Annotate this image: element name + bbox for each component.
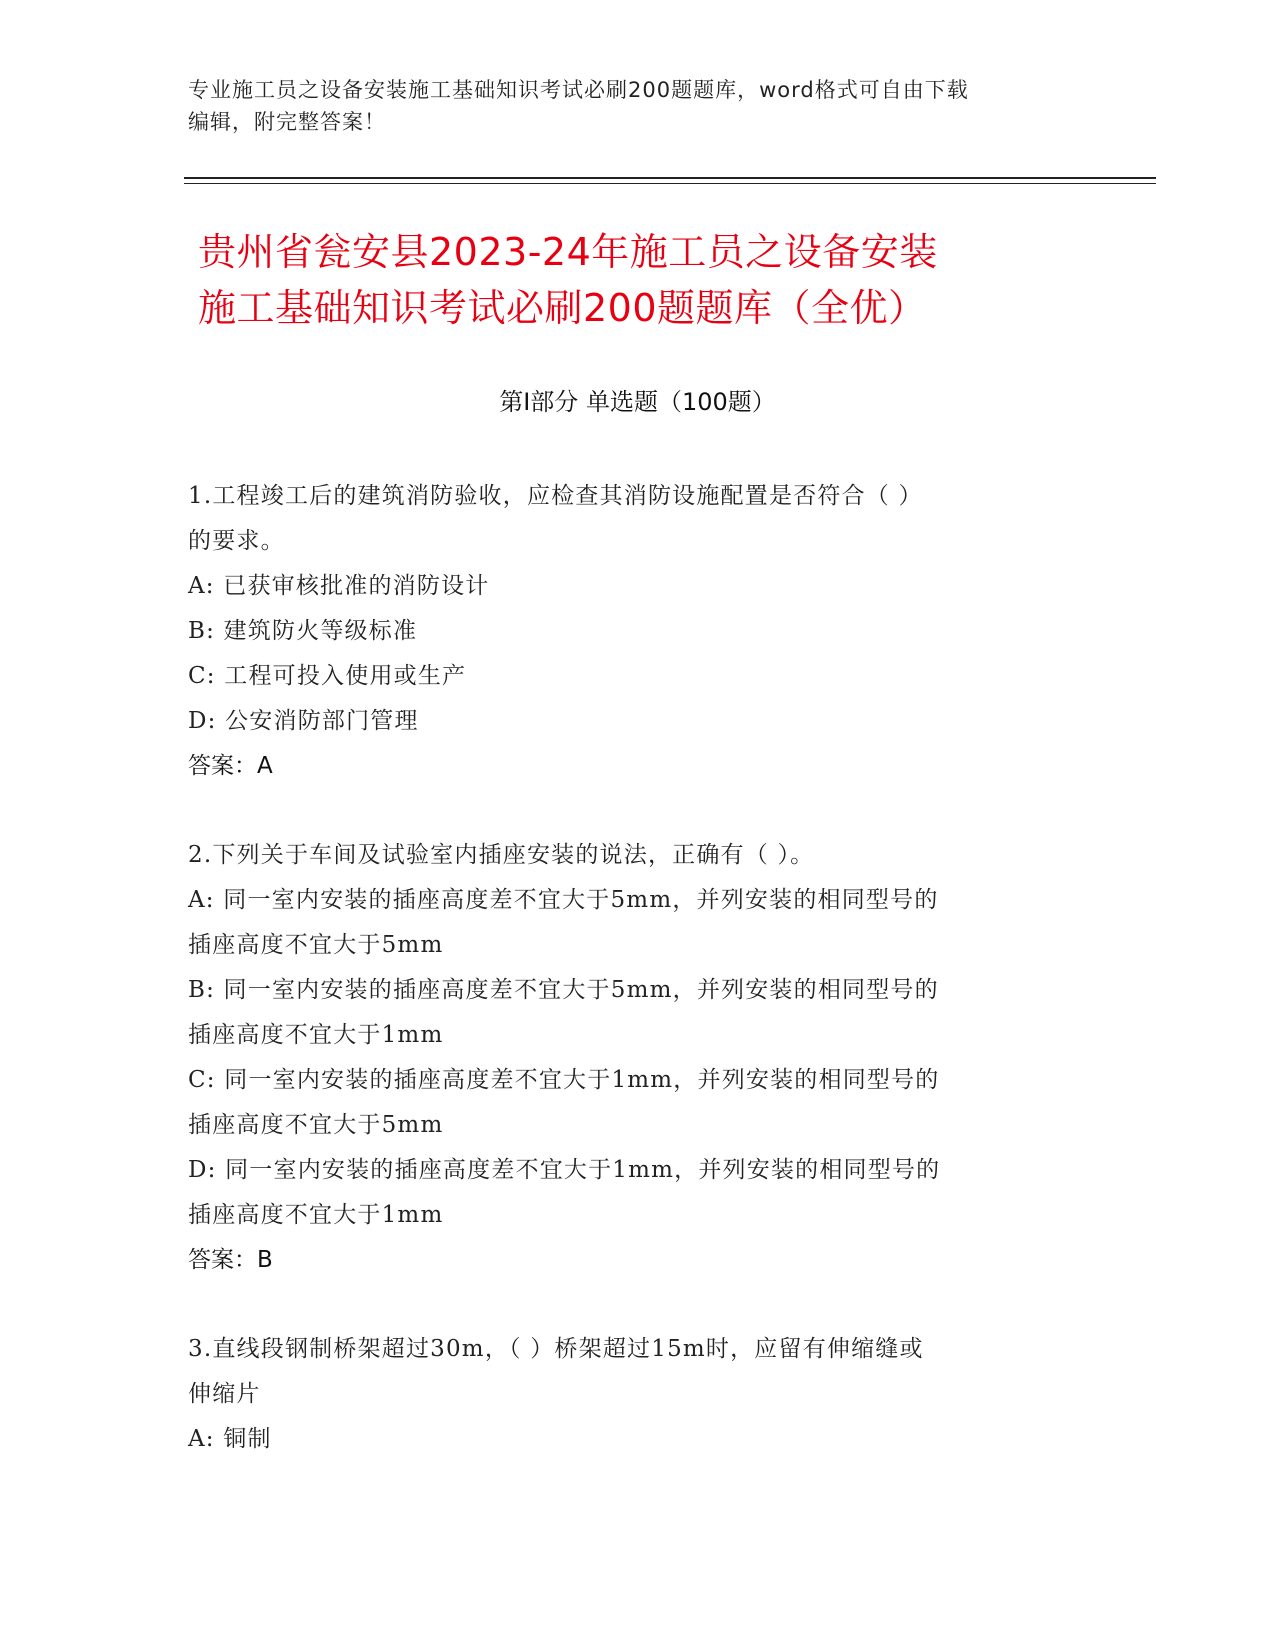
header-note-line-2: 编辑，附完整答案！ bbox=[188, 110, 386, 134]
option-d: D: 同一室内安装的插座高度差不宜大于1mm，并列安装的相同型号的 bbox=[188, 1157, 941, 1183]
question-stem: 1.工程竣工后的建筑消防验收，应检查其消防设施配置是否符合（ ） bbox=[188, 483, 923, 509]
question-3 bbox=[188, 1327, 1068, 1462]
header-divider-thick bbox=[184, 177, 1156, 179]
option-c-continued: 插座高度不宜大于5mm bbox=[188, 1112, 444, 1138]
answer: 答案：A bbox=[188, 753, 273, 779]
document-title bbox=[198, 224, 1098, 336]
option-b: B: 建筑防火等级标准 bbox=[188, 618, 418, 644]
option-b: B: 同一室内安装的插座高度差不宜大于5mm，并列安装的相同型号的 bbox=[188, 977, 939, 1003]
question-1 bbox=[188, 474, 1068, 789]
question-stem: 2.下列关于车间及试验室内插座安装的说法，正确有（ ）。 bbox=[188, 842, 815, 868]
option-c: C: 同一室内安装的插座高度差不宜大于1mm，并列安装的相同型号的 bbox=[188, 1067, 940, 1093]
option-d: D: 公安消防部门管理 bbox=[188, 708, 419, 734]
question-stem-continued: 的要求。 bbox=[188, 528, 285, 554]
option-c: C: 工程可投入使用或生产 bbox=[188, 663, 467, 689]
option-a: A: 已获审核批准的消防设计 bbox=[188, 573, 490, 599]
option-a: A: 同一室内安装的插座高度差不宜大于5mm，并列安装的相同型号的 bbox=[188, 887, 939, 913]
header-note-line-1: 专业施工员之设备安装施工基础知识考试必刷200题题库，word格式可自由下载 bbox=[188, 78, 969, 102]
document-title-line-1: 贵州省瓮安县2023-24年施工员之设备安装 bbox=[198, 230, 938, 274]
option-d-continued: 插座高度不宜大于1mm bbox=[188, 1202, 444, 1228]
section-title: 第Ⅰ部分 单选题（100题） bbox=[499, 388, 776, 416]
question-stem: 3.直线段钢制桥架超过30m，（ ）桥架超过15m时，应留有伸缩缝或 bbox=[188, 1336, 924, 1362]
question-2 bbox=[188, 833, 1068, 1283]
option-b-continued: 插座高度不宜大于1mm bbox=[188, 1022, 444, 1048]
question-stem-continued: 伸缩片 bbox=[188, 1381, 261, 1407]
answer: 答案：B bbox=[188, 1247, 273, 1273]
question-list bbox=[188, 474, 1068, 1506]
option-a: A: 铜制 bbox=[188, 1426, 272, 1452]
header-divider-thin bbox=[184, 183, 1156, 184]
header-note bbox=[188, 74, 1068, 138]
document-title-line-2: 施工基础知识考试必刷200题题库（全优） bbox=[198, 286, 927, 330]
option-a-continued: 插座高度不宜大于5mm bbox=[188, 932, 444, 958]
